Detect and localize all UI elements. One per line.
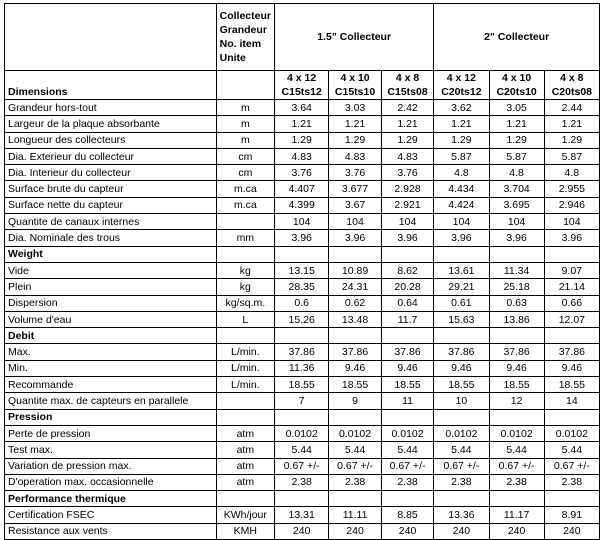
value-cell: 7 [275,393,329,409]
value-cell: 3.76 [275,165,329,181]
value-cell: 37.86 [544,344,599,360]
value-cell: 3.96 [544,230,599,246]
value-cell: 24.31 [329,279,381,295]
row-label: Min. [5,360,217,376]
section-empty-cell [434,409,489,425]
value-cell: 4.8 [489,165,544,181]
value-cell: 1.21 [489,116,544,132]
row-unit: kg/sq.m. [216,295,274,311]
row-label: Test max. [5,442,217,458]
value-cell: 0.67 +/- [381,458,433,474]
row-label: Variation de pression max. [5,458,217,474]
value-cell: 1.21 [544,116,599,132]
value-cell: 2.38 [275,474,329,490]
row-unit: KMH [216,523,274,539]
table-row [5,230,600,246]
value-cell: 1.21 [275,116,329,132]
section-title: Debit [5,328,217,344]
group-header-20: 2" Collecteur [434,4,600,71]
value-cell: 104 [275,214,329,230]
value-cell: 240 [434,523,489,539]
value-cell: 9.46 [489,360,544,376]
value-cell: 5.87 [544,148,599,164]
value-cell: 1.29 [329,132,381,148]
table-row [5,262,600,278]
section-empty-cell [275,246,329,262]
section-empty-cell [381,409,433,425]
row-label: Plein [5,279,217,295]
section-empty-cell [544,491,599,507]
model-header [489,71,544,100]
row-unit: m [216,116,274,132]
value-cell: 240 [275,523,329,539]
value-cell: 5.87 [434,148,489,164]
row-label: Dia. Interieur du collecteur [5,165,217,181]
value-cell: 3.05 [489,100,544,116]
value-cell: 3.64 [275,100,329,116]
value-cell: 0.0102 [329,425,381,441]
header-meta [216,4,274,71]
table-row [5,295,600,311]
row-unit: L/min. [216,344,274,360]
row-unit: atm [216,458,274,474]
meta-line-item: No. item [219,38,262,50]
row-label: D'operation max. occasionnelle [5,474,217,490]
value-cell: 18.55 [544,377,599,393]
model-header [275,71,329,100]
model-code: C20ts08 [551,86,592,98]
model-size: 4 x 10 [340,72,370,84]
value-cell: 20.28 [381,279,433,295]
table-row [5,474,600,490]
row-label: Recommande [5,377,217,393]
value-cell: 2.38 [544,474,599,490]
section-title: Performance thermique [5,491,217,507]
value-cell: 0.67 +/- [329,458,381,474]
section-empty-cell [381,328,433,344]
value-cell: 5.44 [544,442,599,458]
table-row [5,100,600,116]
meta-line-collecteur: Collecteur [219,10,271,22]
value-cell: 5.44 [329,442,381,458]
row-unit: L [216,311,274,327]
value-cell: 9 [329,393,381,409]
value-cell: 0.6 [275,295,329,311]
value-cell: 2.928 [381,181,433,197]
value-cell: 4.399 [275,197,329,213]
section-empty-cell [216,491,274,507]
row-label: Longueur des collecteurs [5,132,217,148]
value-cell: 1.29 [434,132,489,148]
row-unit: m [216,132,274,148]
row-unit: atm [216,442,274,458]
value-cell: 1.21 [381,116,433,132]
value-cell: 28.35 [275,279,329,295]
value-cell: 104 [489,214,544,230]
value-cell: 0.0102 [489,425,544,441]
value-cell: 15.26 [275,311,329,327]
model-header [434,71,489,100]
value-cell: 4.83 [329,148,381,164]
row-unit: mm [216,230,274,246]
section-row [5,409,600,425]
section-empty-cell [434,328,489,344]
row-label: Dia. Nominale des trous [5,230,217,246]
value-cell: 3.96 [434,230,489,246]
table-row [5,393,600,409]
section-empty-cell [216,246,274,262]
spec-table [4,3,600,540]
value-cell: 3.62 [434,100,489,116]
value-cell: 18.55 [275,377,329,393]
table-row [5,148,600,164]
row-unit: L/min. [216,377,274,393]
value-cell: 11.17 [489,507,544,523]
table-row [5,523,600,539]
value-cell: 14 [544,393,599,409]
section-empty-cell [434,246,489,262]
value-cell: 0.63 [489,295,544,311]
value-cell: 4.8 [434,165,489,181]
table-row [5,442,600,458]
value-cell: 240 [489,523,544,539]
value-cell: 0.66 [544,295,599,311]
table-row [5,181,600,197]
value-cell: 8.62 [381,262,433,278]
model-code: C15ts10 [334,86,376,98]
value-cell: 0.67 +/- [489,458,544,474]
row-label: Certification FSEC [5,507,217,523]
section-empty-cell [275,409,329,425]
section-empty-cell [275,328,329,344]
value-cell: 11.34 [489,262,544,278]
row-label: Surface brute du capteur [5,181,217,197]
value-cell: 5.87 [489,148,544,164]
value-cell: 4.83 [381,148,433,164]
table-row [5,507,600,523]
value-cell: 21.14 [544,279,599,295]
value-cell: 3.76 [381,165,433,181]
value-cell: 1.21 [329,116,381,132]
value-cell: 2.38 [381,474,433,490]
section-empty-cell [216,328,274,344]
row-unit: cm [216,165,274,181]
table-row [5,377,600,393]
value-cell: 2.38 [329,474,381,490]
value-cell: 1.29 [544,132,599,148]
value-cell: 13.61 [434,262,489,278]
value-cell: 5.44 [489,442,544,458]
value-cell: 0.61 [434,295,489,311]
table-row [5,214,600,230]
section-empty-cell [544,246,599,262]
value-cell: 11.36 [275,360,329,376]
value-cell: 9.46 [544,360,599,376]
value-cell: 2.38 [434,474,489,490]
value-cell: 3.96 [381,230,433,246]
value-cell: 3.76 [329,165,381,181]
model-size: 4 x 12 [287,72,317,84]
value-cell: 3.695 [489,197,544,213]
row-label: Perte de pression [5,425,217,441]
value-cell: 13.36 [434,507,489,523]
model-code: C20ts10 [496,86,537,98]
row-label: Quantite max. de capteurs en parallele [5,393,217,409]
table-row [5,132,600,148]
value-cell: 4.83 [275,148,329,164]
value-cell: 240 [544,523,599,539]
value-cell: 2.955 [544,181,599,197]
table-row [5,116,600,132]
value-cell: 11.11 [329,507,381,523]
value-cell: 104 [434,214,489,230]
value-cell: 37.86 [381,344,433,360]
value-cell: 240 [329,523,381,539]
model-header [381,71,433,100]
model-code: C15ts08 [387,86,428,98]
row-unit: m [216,100,274,116]
value-cell: 37.86 [434,344,489,360]
model-code: C15ts12 [281,86,322,98]
value-cell: 29.21 [434,279,489,295]
value-cell: 3.96 [489,230,544,246]
value-cell: 13.31 [275,507,329,523]
value-cell: 37.86 [329,344,381,360]
row-label: Dia. Exterieur du collecteur [5,148,217,164]
row-label: Resistance aux vents [5,523,217,539]
row-label: Volume d'eau [5,311,217,327]
meta-line-grandeur: Grandeur [219,24,267,36]
value-cell: 0.0102 [434,425,489,441]
section-empty-cell [329,328,381,344]
value-cell: 1.21 [434,116,489,132]
section-title: Pression [5,409,217,425]
value-cell: 104 [544,214,599,230]
value-cell: 13.15 [275,262,329,278]
model-unit-blank [216,71,274,100]
value-cell: 0.0102 [544,425,599,441]
value-cell: 5.44 [434,442,489,458]
section-empty-cell [489,409,544,425]
section-empty-cell [544,409,599,425]
row-unit: atm [216,474,274,490]
row-unit: kg [216,262,274,278]
section-title: Weight [5,246,217,262]
section-empty-cell [216,409,274,425]
row-label: Grandeur hors-tout [5,100,217,116]
value-cell: 0.0102 [381,425,433,441]
row-label: Max. [5,344,217,360]
table-row [5,279,600,295]
meta-line-unite: Unite [219,52,246,64]
value-cell: 3.96 [329,230,381,246]
value-cell: 0.62 [329,295,381,311]
model-header [329,71,381,100]
group-header-15: 1.5" Collecteur [275,4,434,71]
row-unit: KWh/jour [216,507,274,523]
section-row [5,491,600,507]
value-cell: 10.89 [329,262,381,278]
row-unit: atm [216,425,274,441]
value-cell: 18.55 [434,377,489,393]
value-cell: 0.67 +/- [275,458,329,474]
section-empty-cell [275,491,329,507]
value-cell: 240 [381,523,433,539]
section-empty-cell [489,491,544,507]
section-row [5,328,600,344]
value-cell: 13.48 [329,311,381,327]
table-row [5,311,600,327]
model-header [544,71,599,100]
value-cell: 0.64 [381,295,433,311]
row-unit: m.ca [216,181,274,197]
value-cell: 37.86 [275,344,329,360]
row-unit: m.ca [216,197,274,213]
value-cell: 10 [434,393,489,409]
model-size: 4 x 12 [446,72,476,84]
value-cell: 11.7 [381,311,433,327]
value-cell: 104 [381,214,433,230]
value-cell: 0.0102 [275,425,329,441]
value-cell: 3.67 [329,197,381,213]
section-empty-cell [381,491,433,507]
model-size: 4 x 8 [395,72,420,84]
model-code: C20ts12 [441,86,482,98]
value-cell: 15.63 [434,311,489,327]
value-cell: 2.946 [544,197,599,213]
value-cell: 12.07 [544,311,599,327]
value-cell: 5.44 [275,442,329,458]
value-cell: 9.07 [544,262,599,278]
value-cell: 2.44 [544,100,599,116]
row-label: Vide [5,262,217,278]
value-cell: 37.86 [489,344,544,360]
section-empty-cell [489,328,544,344]
row-label: Largeur de la plaque absorbante [5,116,217,132]
value-cell: 1.29 [381,132,433,148]
value-cell: 9.46 [434,360,489,376]
value-cell: 0.67 +/- [434,458,489,474]
value-cell: 1.29 [489,132,544,148]
value-cell: 2.42 [381,100,433,116]
value-cell: 3.96 [275,230,329,246]
value-cell: 18.55 [489,377,544,393]
table-row [5,458,600,474]
value-cell: 18.55 [381,377,433,393]
section-row [5,246,600,262]
section-empty-cell [381,246,433,262]
row-unit: cm [216,148,274,164]
value-cell: 9.46 [329,360,381,376]
value-cell: 4.8 [544,165,599,181]
row-label: Quantite de canaux internes [5,214,217,230]
table-row [5,344,600,360]
section-empty-cell [329,246,381,262]
value-cell: 2.921 [381,197,433,213]
table-row [5,425,600,441]
table-row [5,197,600,213]
row-unit: kg [216,279,274,295]
value-cell: 104 [329,214,381,230]
header-blank [5,4,217,71]
table-row [5,360,600,376]
value-cell: 8.91 [544,507,599,523]
value-cell: 8.85 [381,507,433,523]
value-cell: 3.03 [329,100,381,116]
value-cell: 13.86 [489,311,544,327]
row-label: Surface nette du capteur [5,197,217,213]
row-unit: L/min. [216,360,274,376]
table-row [5,165,600,181]
dimensions-heading: Dimensions [5,71,217,100]
row-unit [216,393,274,409]
value-cell: 4.434 [434,181,489,197]
value-cell: 18.55 [329,377,381,393]
value-cell: 1.29 [275,132,329,148]
section-empty-cell [544,328,599,344]
row-unit [216,214,274,230]
section-empty-cell [329,491,381,507]
value-cell: 3.677 [329,181,381,197]
value-cell: 0.67 +/- [544,458,599,474]
value-cell: 11 [381,393,433,409]
section-empty-cell [434,491,489,507]
value-cell: 25.18 [489,279,544,295]
value-cell: 3.704 [489,181,544,197]
row-label: Dispersion [5,295,217,311]
value-cell: 9.46 [381,360,433,376]
value-cell: 2.38 [489,474,544,490]
value-cell: 5.44 [381,442,433,458]
model-size: 4 x 8 [560,72,584,84]
section-empty-cell [489,246,544,262]
value-cell: 12 [489,393,544,409]
value-cell: 4.407 [275,181,329,197]
section-empty-cell [329,409,381,425]
model-size: 4 x 10 [502,72,532,84]
value-cell: 4.424 [434,197,489,213]
